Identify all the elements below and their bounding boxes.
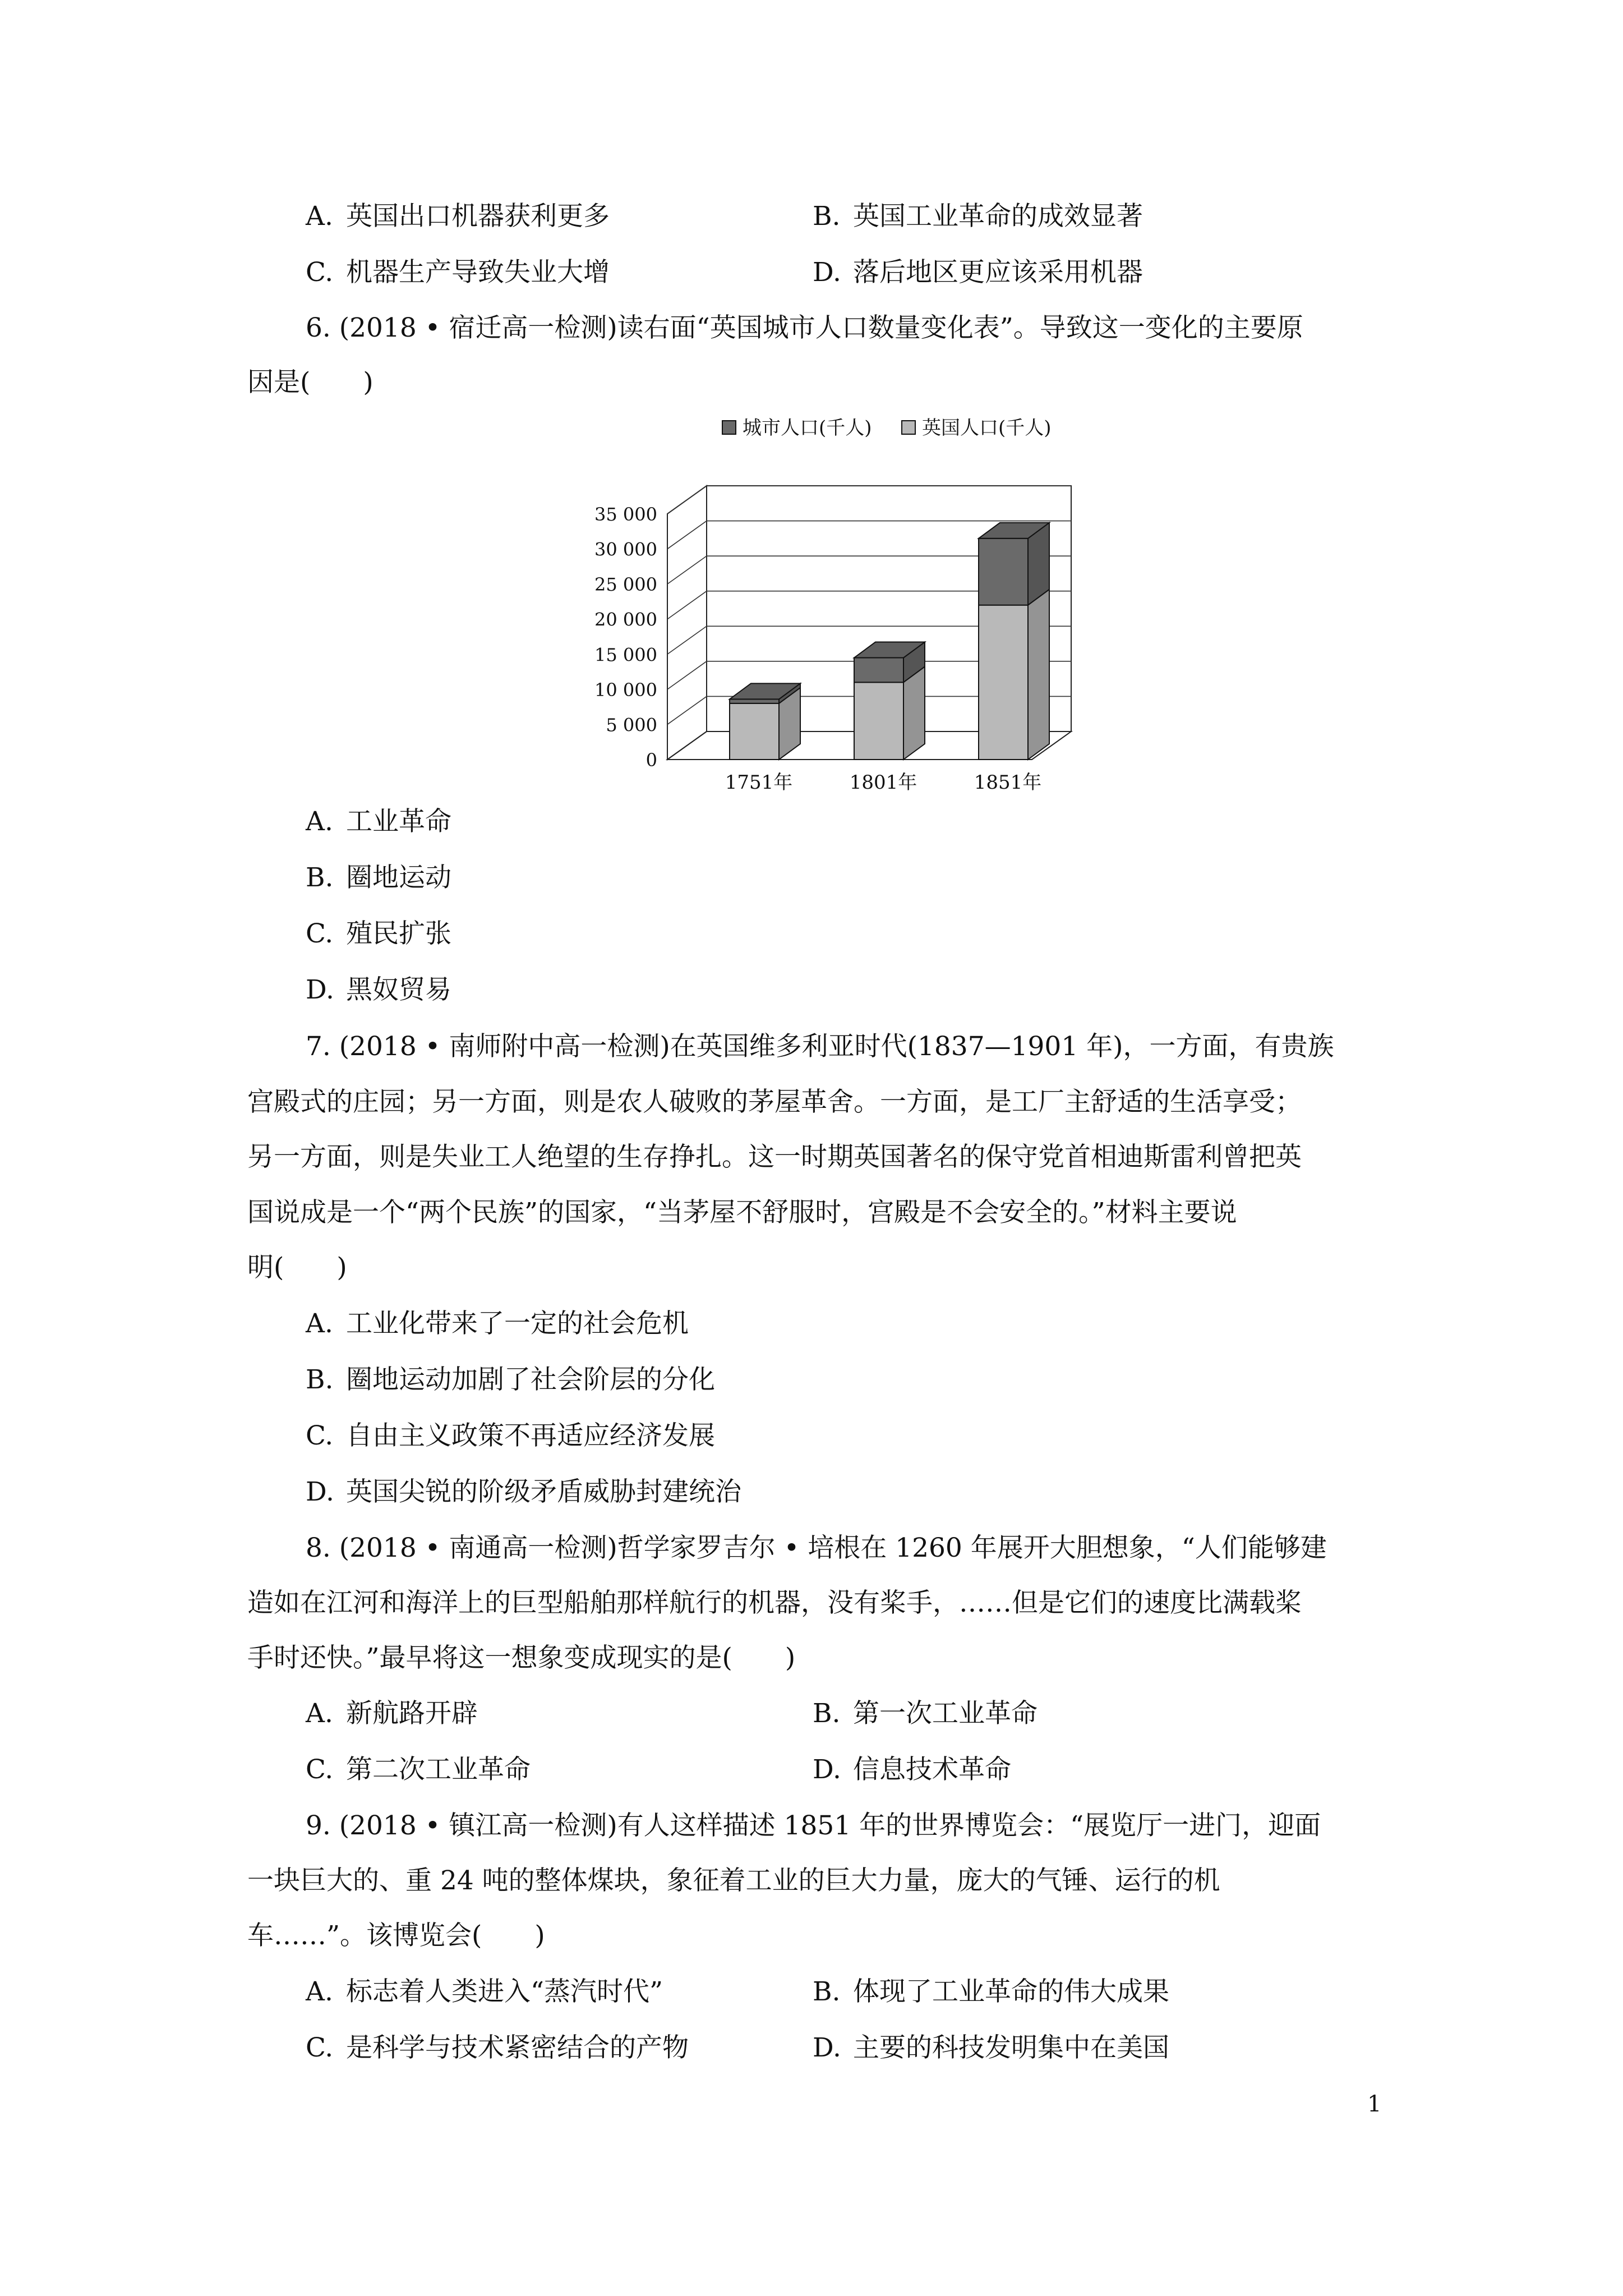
bar-urban-population: [854, 658, 903, 683]
q5-option-b: [813, 200, 1143, 233]
q7-stem-line-4: 国说成是一个“两个民族”的国家，“当茅屋不舒服时，宫殿是不会安全的。”材料主要说: [247, 1197, 1237, 1228]
q6-option-d: [306, 973, 451, 1007]
q7-option-b: [306, 1363, 715, 1397]
q8-option-d: [813, 1753, 1011, 1787]
option-letter: D.: [813, 257, 841, 288]
q8-option-c: [306, 1753, 531, 1787]
q6-stem-line-2: 因是( ): [247, 367, 374, 398]
q7-stem-line-2: 宫殿式的庄园；另一方面，则是农人破败的茅屋革舍。一方面，是工厂主舒适的生活享受；: [247, 1087, 1302, 1117]
option-letter: B.: [813, 201, 841, 232]
option-text: 第二次工业革命: [346, 1754, 531, 1785]
option-letter: D.: [306, 1476, 334, 1507]
option-letter: C.: [306, 2032, 334, 2063]
q9-stem-line-3: 车……”。该博览会( ): [247, 1920, 545, 1951]
q7-option-a: [306, 1307, 689, 1341]
q9-stem-line-1: 9. (2018 • 镇江高一检测)有人这样描述 1851 年的世界博览会：“展览厅一进门，迎面: [306, 1810, 1321, 1841]
q8-stem-line-1: 8. (2018 • 南通高一检测)哲学家罗吉尔 • 培根在 1260 年展开大胆想象，“人们能够建: [306, 1533, 1327, 1563]
q8-option-a: [306, 1697, 478, 1731]
y-tick-label: 20 000: [594, 609, 657, 631]
q7-option-c: [306, 1419, 715, 1453]
option-letter: C.: [306, 1754, 334, 1785]
option-letter: C.: [306, 1420, 334, 1451]
option-text: 殖民扩张: [346, 918, 451, 949]
q5-option-a: [306, 200, 610, 233]
y-tick-label: 10 000: [594, 679, 657, 701]
y-tick-label: 30 000: [594, 539, 657, 560]
legend-label-national: 英国人口(千人): [922, 417, 1052, 439]
q7-stem-line-3: 另一方面，则是失业工人绝望的生存挣扎。这一时期英国著名的保守党首相迪斯雷利曾把英: [247, 1142, 1302, 1172]
legend-swatch-urban: [722, 421, 736, 434]
y-tick-label: 25 000: [594, 574, 657, 596]
y-tick-label: 5 000: [606, 714, 657, 736]
q9-stem-line-2: 一块巨大的、重 24 吨的整体煤块，象征着工业的巨大力量，庞大的气锤、运行的机: [247, 1865, 1220, 1896]
bar-national-population: [979, 605, 1028, 760]
option-letter: D.: [813, 1754, 841, 1785]
option-text: 信息技术革命: [853, 1754, 1011, 1785]
option-letter: D.: [306, 974, 334, 1005]
x-tick-label: 1801年: [849, 771, 917, 794]
q7-option-d: [306, 1475, 741, 1509]
chart-side-wall: [667, 486, 707, 760]
option-text: 工业化带来了一定的社会危机: [346, 1308, 689, 1339]
option-letter: B.: [813, 1976, 841, 2007]
page-number: 1: [1367, 2091, 1382, 2117]
option-text: 标志着人类进入“蒸汽时代”: [346, 1976, 663, 2007]
q5-option-c: [306, 256, 610, 289]
option-letter: B.: [306, 862, 334, 893]
q6-option-a: [306, 805, 451, 839]
q9-option-b: [813, 1975, 1169, 2009]
option-text: 工业革命: [346, 806, 451, 837]
q6-option-c: [306, 917, 451, 951]
option-text: 英国出口机器获利更多: [346, 201, 610, 232]
option-text: 英国工业革命的成效显著: [853, 201, 1143, 232]
option-text: 英国尖锐的阶级矛盾威胁封建统治: [346, 1476, 741, 1507]
x-tick-label: 1751年: [725, 771, 793, 794]
q9-option-d: [813, 2031, 1169, 2065]
y-tick-label: 0: [645, 749, 657, 771]
q8-stem-line-2: 造如在江河和海洋上的巨型船舶那样航行的机器，没有桨手，……但是它们的速度比满载桨: [247, 1588, 1302, 1618]
option-letter: A.: [306, 201, 333, 232]
option-letter: A.: [306, 1308, 333, 1339]
q8-option-b: [813, 1697, 1038, 1731]
option-letter: A.: [306, 1698, 333, 1729]
q7-stem-line-1: 7. (2018 • 南师附中高一检测)在英国维多利亚时代(1837—1901 年)，一方面，有贵族: [306, 1031, 1334, 1062]
option-text: 圈地运动: [346, 862, 451, 893]
x-tick-label: 1851年: [974, 771, 1042, 794]
q9-option-a: [306, 1975, 663, 2009]
q9-option-c: [306, 2031, 689, 2065]
option-letter: C.: [306, 918, 334, 949]
option-text: 黑奴贸易: [346, 974, 451, 1005]
bar-urban-population: [979, 539, 1028, 605]
option-letter: D.: [813, 2032, 841, 2063]
option-letter: A.: [306, 1976, 333, 2007]
option-text: 主要的科技发明集中在美国: [853, 2032, 1169, 2063]
option-text: 是科学与技术紧密结合的产物: [346, 2032, 689, 2063]
option-text: 机器生产导致失业大增: [346, 257, 610, 288]
q6-stem-line-1: 6. (2018 • 宿迁高一检测)读右面“英国城市人口数量变化表”。导致这一变化的主要原: [306, 312, 1303, 343]
bar-national-population-side: [1028, 590, 1049, 760]
q5-option-d: [813, 256, 1143, 289]
population-chart: [583, 413, 1110, 794]
option-text: 体现了工业革命的伟大成果: [853, 1976, 1169, 2007]
legend-label-urban: 城市人口(千人): [743, 417, 872, 439]
bar-national-population: [730, 703, 779, 760]
option-text: 自由主义政策不再适应经济发展: [346, 1420, 715, 1451]
option-letter: B.: [813, 1698, 841, 1729]
bar-urban-population: [730, 699, 779, 703]
bar-national-population: [854, 682, 903, 760]
option-letter: B.: [306, 1364, 334, 1395]
option-letter: C.: [306, 257, 334, 288]
q8-stem-line-3: 手时还快。”最早将这一想象变成现实的是( ): [247, 1642, 796, 1673]
option-text: 新航路开辟: [346, 1698, 478, 1729]
y-tick-label: 35 000: [594, 504, 657, 525]
q6-option-b: [306, 861, 451, 895]
y-tick-label: 15 000: [594, 644, 657, 666]
legend-swatch-national: [902, 421, 915, 434]
option-text: 圈地运动加剧了社会阶层的分化: [346, 1364, 715, 1395]
q7-stem-line-5: 明( ): [247, 1252, 347, 1283]
option-text: 第一次工业革命: [853, 1698, 1038, 1729]
option-text: 落后地区更应该采用机器: [853, 257, 1143, 288]
option-letter: A.: [306, 806, 333, 837]
